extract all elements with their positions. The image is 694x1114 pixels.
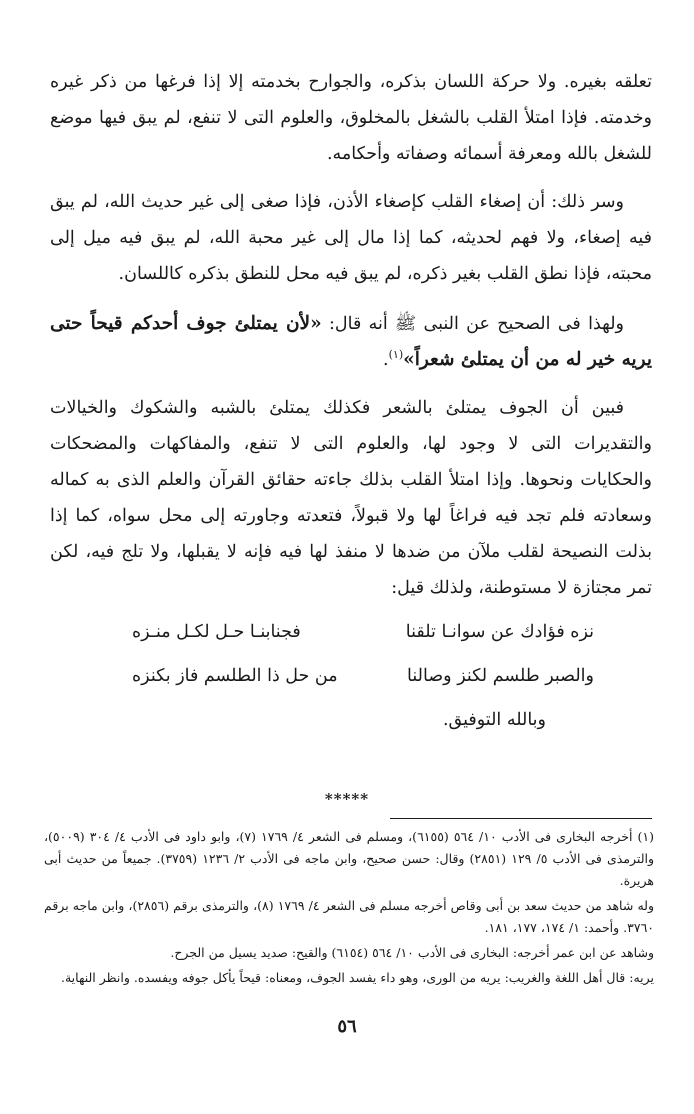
- poem-verse: [50, 654, 652, 698]
- verse-second-half: من حل ذا الطلسم فاز بكنزه: [132, 666, 338, 686]
- footnote: وله شاهد من حديث سعد بن أبى وقاص أخرجه مسلم فى الشعر ٤/ ١٧٦٩ (٨)، والترمذى برقم (٢٨٥٦)، وابن ماجه برقم ٣٧٦٠. وأحمد: ١/ ١٧٤، ١٧٧، ١٨١.: [44, 898, 654, 935]
- paragraph-2-text: وسر ذلك: أن إصغاء القلب كإصغاء الأذن، فإذا صغى إلى غير حديث الله، لم يبق فيه إصغاء، ولا فهم لحديثه، كما إذا مال إلى غير محبة الله، لم يبق فيه ميل إلى محبته، فإذا نطق القلب بغير ذكره، لم يبق فيه محل للنطق بذكره كاللسان.: [50, 192, 652, 284]
- paragraph-4-text: فبين أن الجوف يمتلئ بالشعر فكذلك يمتلئ بالشبه والشكوك والخيالات والتقديرات التى لا وجود لها، والعلوم التى لا تنفع، والمفاكهات والمضحكات والحكايات ونحوها. وإذا امتلأ القلب بذلك جاءته حقائق القرآن والعلم الذى به كماله وسعادته فلم تجد فيه فراغاً لها ولا قبولاً، فتعدته وجاورته إلى محل سواه، كما إذا بذلت النصيحة لقلب ملآن من ضدها لا منفذ لها فيه فإنه لا يقبلها، ولا تلج فيه، لكن تمر مجتازة لا مستوطنة، ولذلك قيل:: [50, 398, 652, 598]
- verse-second-half: فجنابنـا حـل لكـل منـزه: [132, 622, 301, 642]
- footnote-ref: (١): [388, 348, 404, 362]
- poem-verse: [50, 610, 652, 654]
- page-number: ٥٦: [337, 1016, 357, 1037]
- section-separator: *****: [324, 790, 370, 808]
- paragraph-4: [50, 390, 652, 606]
- hadith-intro: ولهذا فى الصحيح عن النبى ﷺ أنه قال:: [329, 314, 624, 334]
- hadith-end: .: [383, 350, 389, 370]
- verse-first-half: نزه فؤادك عن سوانـا تلقنا: [405, 622, 594, 642]
- footnote: (١) أخرجه البخارى فى الأدب ١٠/ ٥٦٤ (٦١٥٥)، ومسلم فى الشعر ٤/ ١٧٦٩ (٧)، وابو داود فى الأدب ٤/ ٣٠٤ (٥٠٠٩)، والترمذى فى الأدب ٥/ ١٢٩ (٢٨٥١) وقال: حسن صحيح، وابن ماجه فى الأدب ٢/ ١٢٣٦ (٣٧٥٩). جميعاً من حديث أبى هريرة.: [44, 829, 655, 888]
- verse-first-half: والصبر طلسم لكنز وصالنا: [407, 666, 594, 686]
- footnotes: [44, 826, 654, 992]
- footnote: يريه: قال أهل اللغة والغريب: يريه من الورى، وهو داء يفسد الجوف، ومعناه: قيحاً يأكل جوفه ويفسده. وانظر النهاية.: [60, 970, 654, 985]
- paragraph-2: [50, 184, 652, 292]
- paragraph-1: تعلقه بغيره. ولا حركة اللسان بذكره، والجوارح بخدمته إلا إذا فرغها من ذكر غيره وخدمته. فإذا امتلأ القلب بالشغل بالمخلوق، والعلوم التى لا تنفع، لم يبق فيها موضع للشغل بالله ومعرفة أسمائه وصفاته وأحكامه.: [50, 72, 652, 164]
- paragraph-3: [50, 306, 652, 378]
- main-text: [50, 64, 652, 742]
- footnote: وشاهد عن ابن عمر أخرجه: البخارى فى الأدب ١٠/ ٥٦٤ (٦١٥٤) والقيح: صديد يسيل من الجرح.: [170, 945, 654, 960]
- footnote-divider: [390, 818, 652, 819]
- closing-line: وبالله التوفيق.: [442, 710, 546, 730]
- poem: [50, 610, 652, 698]
- hadith-quote: «لأن يمتلئ جوف أحدكم قيحاً حتى يريه خير له من أن يمتلئ شعراً»: [50, 313, 652, 370]
